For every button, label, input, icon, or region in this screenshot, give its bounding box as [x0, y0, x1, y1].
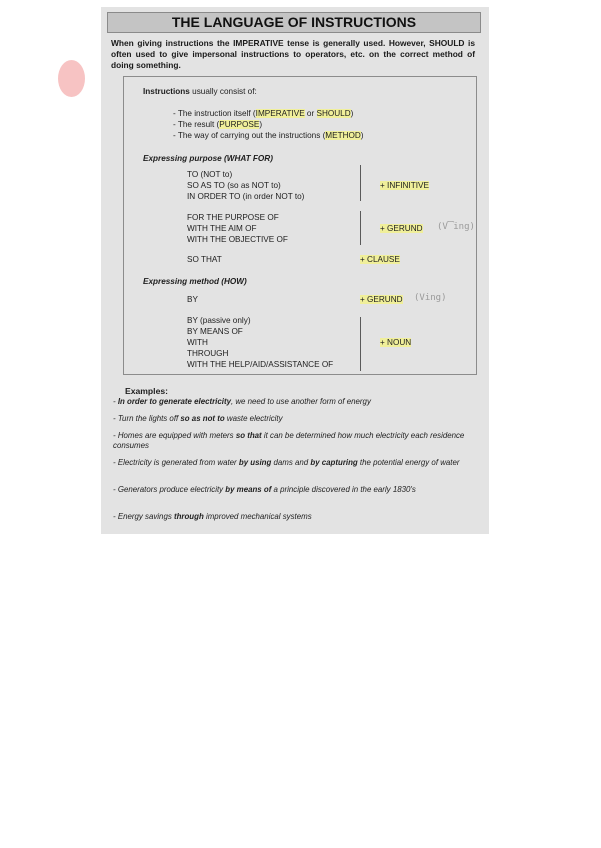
component-item-2 — [173, 120, 262, 131]
example-text: the potential energy of water — [357, 458, 460, 467]
example-text: dams and — [271, 458, 311, 467]
box-lead — [143, 87, 257, 98]
example-bold: In order to generate electricity — [117, 397, 231, 406]
example-text: , we need to use another form of energy — [230, 397, 371, 406]
instructions-box — [123, 76, 477, 375]
component-item-3 — [173, 131, 364, 142]
pencil-note: (Ving) — [414, 293, 447, 303]
highlight-noun: + NOUN — [380, 338, 412, 347]
noun-result — [380, 338, 411, 349]
example-item: - Generators produce electricity by means of a principle discovered in the early 1830's — [113, 485, 416, 494]
intro-paragraph: When giving instructions the IMPERATIVE tense is generally used. However, SHOULD is often used to give impersonal instructions to operators, etc. on the correct method of doing something. — [111, 38, 475, 70]
highlight-gerund: + GERUND — [380, 224, 423, 233]
example-item: - Turn the lights off so as not to waste electricity — [113, 414, 283, 423]
example-text: Energy savings — [117, 512, 174, 521]
example-bold: so as not to — [180, 414, 225, 423]
example-item: - Energy savings through improved mechanical systems — [113, 512, 312, 521]
item-text: - The instruction itself ( — [173, 109, 256, 118]
component-item-1 — [173, 109, 353, 120]
page-title: THE LANGUAGE OF INSTRUCTIONS — [107, 12, 481, 33]
examples-heading: Examples: — [125, 386, 168, 396]
example-bold: by capturing — [310, 458, 358, 467]
item-text: ) — [350, 109, 354, 118]
item-text: - The result ( — [173, 120, 220, 129]
purpose-line: WITH THE OBJECTIVE OF — [187, 235, 288, 244]
purpose-line: IN ORDER TO (in order NOT to) — [187, 192, 305, 201]
clause-result — [360, 255, 400, 266]
highlight-purpose: PURPOSE — [219, 120, 260, 129]
highlight-clause: + CLAUSE — [360, 255, 400, 264]
example-text: Generators produce electricity — [117, 485, 226, 494]
method-heading: Expressing method (HOW) — [143, 277, 247, 286]
method-line: BY MEANS OF — [187, 327, 243, 336]
highlight-infinitive: + INFINITIVE — [380, 181, 429, 190]
method-line: WITH THE HELP/AID/ASSISTANCE OF — [187, 360, 334, 369]
item-text: or — [304, 109, 317, 118]
purpose-line: SO AS TO (so as NOT to) — [187, 181, 281, 190]
highlight-gerund: + GERUND — [360, 295, 403, 304]
bracket-line — [360, 317, 361, 371]
highlight-should: SHOULD — [316, 109, 351, 118]
method-line: BY (passive only) — [187, 316, 251, 325]
example-text: Turn the lights off — [117, 414, 181, 423]
gerund-result-1 — [380, 224, 423, 235]
item-text: ) — [259, 120, 263, 129]
so-that-line: SO THAT — [187, 255, 222, 264]
example-text: it can be determined how much electricity each residence consumes — [113, 431, 465, 450]
purpose-line: TO (NOT to) — [187, 170, 233, 179]
example-item: - In order to generate electricity, we need to use another form of energy — [113, 397, 371, 406]
example-bold: by using — [238, 458, 272, 467]
bracket-line — [360, 165, 361, 201]
bracket-line — [360, 211, 361, 245]
item-text: ) — [360, 131, 364, 140]
infinitive-result — [380, 181, 429, 192]
item-text: - The way of carrying out the instructions ( — [173, 131, 326, 140]
purpose-heading: Expressing purpose (WHAT FOR) — [143, 154, 273, 163]
highlight-method: METHOD — [325, 131, 361, 140]
example-text: a principle discovered in the early 1830's — [271, 485, 416, 494]
example-item: - Homes are equipped with meters so that it can be determined how much electricity each residence consumes — [113, 431, 465, 450]
pencil-note: (V͡ing) — [437, 222, 475, 232]
example-text: Homes are equipped with meters — [117, 431, 236, 440]
example-bold: by means of — [225, 485, 272, 494]
method-line: WITH — [187, 338, 208, 347]
pink-highlighter-mark — [58, 60, 85, 97]
purpose-line: WITH THE AIM OF — [187, 224, 257, 233]
lead-bold: Instructions — [143, 87, 190, 96]
example-bold: through — [173, 512, 204, 521]
purpose-line: FOR THE PURPOSE OF — [187, 213, 279, 222]
example-text: waste electricity — [224, 414, 283, 423]
example-text: Electricity is generated from water — [117, 458, 239, 467]
example-item: - Electricity is generated from water by using dams and by capturing the potential energy of water — [113, 458, 460, 467]
example-text: improved mechanical systems — [203, 512, 312, 521]
example-bold: so that — [235, 431, 262, 440]
gerund-result-2 — [360, 295, 403, 306]
highlight-imperative: IMPERATIVE — [255, 109, 305, 118]
by-line: BY — [187, 295, 198, 304]
document-page — [101, 7, 489, 534]
method-line: THROUGH — [187, 349, 229, 358]
lead-rest: usually consist of: — [189, 87, 257, 96]
